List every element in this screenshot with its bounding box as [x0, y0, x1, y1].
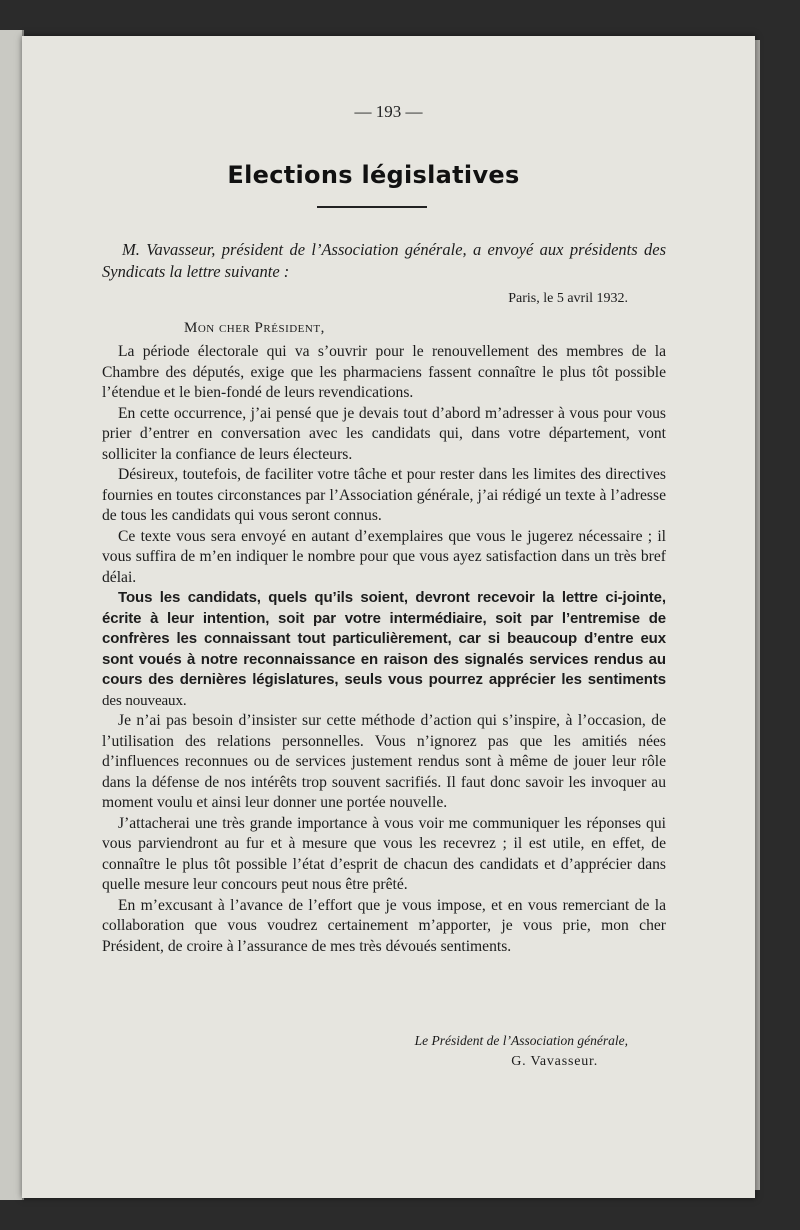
- signature-name: G. Vavasseur.: [511, 1054, 598, 1069]
- signature-role: Le Président de l’Association générale,: [414, 1033, 628, 1048]
- document-page: [22, 36, 755, 1198]
- letter-paragraph-5: [102, 588, 666, 711]
- intro-paragraph: M. Vavasseur, président de l’Association générale, a envoyé aux présidents des Syndicats la lettre suivante :: [102, 240, 666, 281]
- page-stack-edge: [755, 40, 760, 1190]
- letter-paragraph-3: Désireux, toutefois, de faciliter votre tâche et pour rester dans les limites des directives fournies en toutes circonstances par l’Association générale, j’ai rédigé un texte à l’adresse de tous les candidats qui vous seront connus.: [102, 466, 666, 524]
- letter-paragraph-2: En cette occurrence, j’ai pensé que je devais tout d’abord m’adresser à vous pour vous prier d’entrer en conversation avec les candidats qui, dans votre département, vont solliciter la confiance de leurs électeurs.: [102, 404, 666, 463]
- title-divider: [317, 206, 427, 208]
- letter-paragraph-8: En m’excusant à l’avance de l’effort que je vous impose, et en vous remerciant de la collaboration que vous voudrez certainement m’apporter, je vous prie, mon cher Président, de croire à l’assurance de mes très dévoués sentiments.: [102, 896, 666, 955]
- salutation: Mon cher Président,: [184, 320, 325, 336]
- page-title: Elections législatives: [227, 161, 520, 189]
- letter-paragraph-5-main: Tous les candidats, quels qu’ils soient, devront recevoir la lettre ci-jointe, écrite à leur intention, soit par votre intermédiaire, soit par l’entremise de confrères les connaissant tout particulièrement, car si beaucoup d’entre eux sont voués à notre reconnaissance en raison des signalés services rendus au cours des dernières législatures, seuls vous pourrez apprécier les sentiments: [102, 589, 666, 688]
- page-number: — 193 —: [354, 102, 423, 121]
- dateline: Paris, le 5 avril 1932.: [508, 291, 628, 306]
- letter-paragraph-6: Je n’ai pas besoin d’insister sur cette méthode d’action qui s’inspire, à l’occasion, de l’utilisation des relations personnelles. Vous n’ignorez pas que les amitiés nées d’influences reconnues ou de services justement rendus sont à même de jouer leur rôle dans la défense de nos intérêts trop souvent sacrifiés. Il faut donc savoir les invoquer au moment voulu et ainsi leur donner une portée nouvelle.: [102, 712, 666, 811]
- letter-paragraph-1: La période électorale qui va s’ouvrir pour le renouvellement des membres de la Chambre des députés, exige que les pharmaciens fassent connaître le plus tôt possible l’étendue et le bien-fondé de leurs revendications.: [102, 343, 666, 401]
- letter-paragraph-4: Ce texte vous sera envoyé en autant d’exemplaires que vous le jugerez nécessaire ; il vous suffira de m’en indiquer le nombre pour que vous ayez satisfaction dans un très bref délai.: [102, 527, 666, 586]
- previous-page-edge: [0, 30, 24, 1200]
- letter-body: [102, 342, 666, 957]
- letter-paragraph-5-tail: des nouveaux.: [102, 692, 187, 709]
- letter-paragraph-7: J’attacherai une très grande importance à vous voir me communiquer les réponses qui vous parviendront au fur et à mesure que vous les recevrez ; il est utile, en effet, de connaître le plus tôt possible l’état d’esprit de chacun des candidats et d’apprécier dans quelle mesure leur concours peut nous être prêté.: [102, 814, 666, 893]
